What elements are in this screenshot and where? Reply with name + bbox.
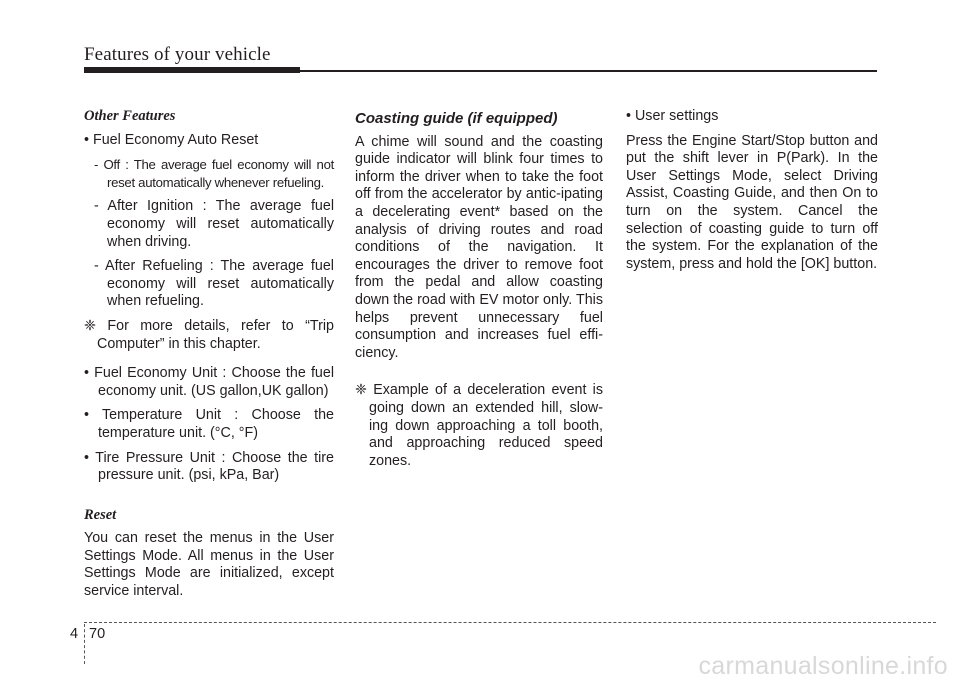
option-off: - Off : The average fuel economy will not reset automatically whenever refueling. bbox=[94, 157, 334, 190]
fuel-economy-unit-item: • Fuel Economy Unit : Choose the fuel economy unit. (US gallon,UK gallon) bbox=[84, 365, 334, 399]
column-left bbox=[84, 108, 334, 601]
option-after-refueling: - After Refueling : The average fuel economy will reset automatically when refueling. bbox=[94, 258, 334, 310]
user-settings-item: • User settings bbox=[626, 108, 719, 124]
column-middle bbox=[355, 108, 603, 470]
column-right bbox=[626, 108, 878, 273]
deceleration-event-note: ❈ Example of a deceleration event is going down an extended hill, slow-ing down approaching a toll booth, and approaching reduced speed zones. bbox=[355, 382, 603, 469]
header-rule bbox=[300, 70, 877, 72]
reset-heading: Reset bbox=[84, 506, 117, 523]
page-header-title: Features of your vehicle bbox=[84, 44, 271, 65]
coasting-guide-body: A chime will sound and the coasting guide indicator will blink four times to inform the driver when to take the foot off from the accelerator by antic-ipating a decelerating event* based on the analysis of driving routes and road conditions of the navigation. It encourages the driver to remove foot from the pedal and allow coasting down the road with EV motor only. This helps prevent unnecessary fuel consumption and increases fuel effi-ciency. bbox=[355, 133, 603, 361]
other-features-heading: Other Features bbox=[84, 108, 176, 124]
header-bar bbox=[84, 67, 300, 73]
user-settings-body: Press the Engine Start/Stop button and put the shift lever in P(Park). In the User Settings Mode, select Driving Assist, Coasting Guide, and then On to turn on the system. Cancel the selection of coasting guide to turn off the system. For the explanation of the system, press and hold the [OK] button. bbox=[626, 132, 878, 272]
option-after-ignition: - After Ignition : The average fuel economy will reset automatically when driving. bbox=[94, 198, 334, 250]
temperature-unit-item: • Temperature Unit : Choose the temperature unit. (°C, °F) bbox=[84, 407, 334, 441]
footer-rule bbox=[84, 622, 936, 623]
tire-pressure-unit-item: • Tire Pressure Unit : Choose the tire pressure unit. (psi, kPa, Bar) bbox=[84, 449, 334, 484]
trip-computer-note: ❈ For more details, refer to “Trip Computer” in this chapter. bbox=[84, 317, 334, 352]
page-number: 70 bbox=[89, 626, 106, 642]
watermark: carmanualsonline.info bbox=[698, 652, 948, 680]
reset-text: You can reset the menus in the User Settings Mode. All menus in the User Settings Mode are initialized, except service interval. bbox=[84, 530, 334, 600]
coasting-guide-heading: Coasting guide (if equipped) bbox=[355, 110, 558, 127]
fuel-economy-auto-reset-item: • Fuel Economy Auto Reset bbox=[84, 131, 259, 148]
chapter-number: 4 bbox=[70, 626, 79, 642]
footer-tick bbox=[84, 624, 85, 664]
